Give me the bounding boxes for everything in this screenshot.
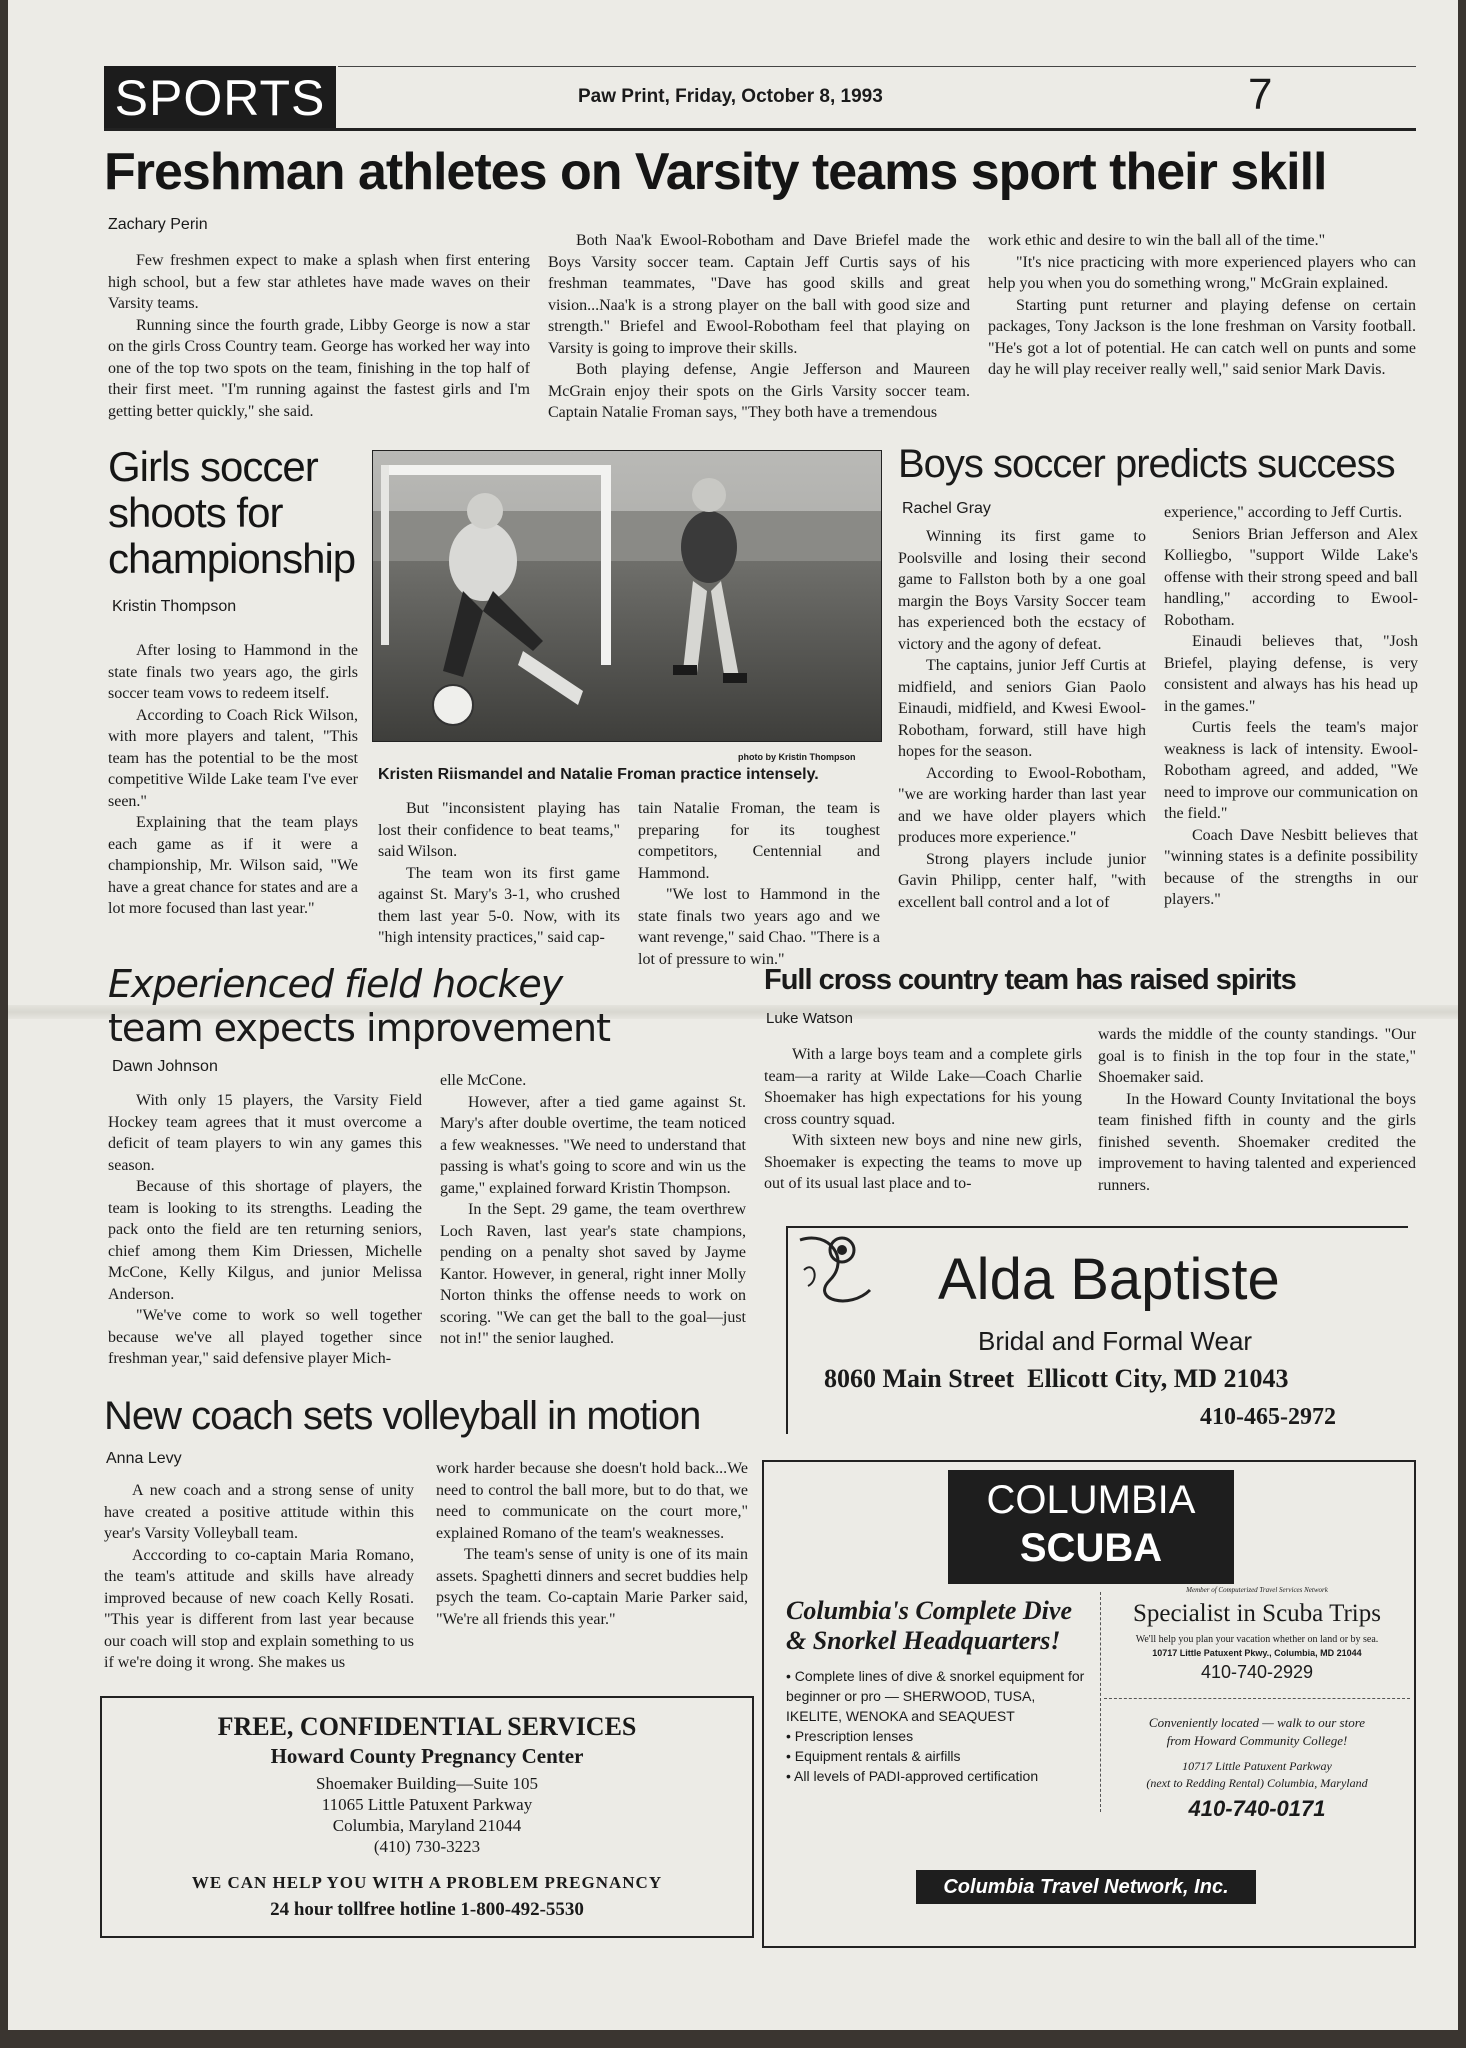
- pregnancy-center-ad: [100, 1696, 754, 1938]
- boys-soccer-col-2: experience," according to Jeff Curtis. Seniors Brian Jefferson and Alex Kolliegbo, "support Wilde Lake's offense with their strong speed and ball handling," according to Ewool-Robotham. Einaudi believes that, "Josh Briefel, playing defense, is very consistent and always has his head up in the games." Curtis feels the team's major weakness is lack of intensity. Ewool-Robotham agreed, and added, "We need to improve our communication on the field." Coach Dave Nesbitt believes that "winning states is a definite possibility because of the strengths in our players.": [1164, 504, 1418, 908]
- volleyball-byline: Anna Levy: [106, 1450, 182, 1467]
- floral-ornament-icon: [790, 1230, 880, 1320]
- cross-country-col-1: With a large boys team and a complete girls team—a rarity at Wilde Lake—Coach Charlie Shoemaker has high expectations for his young cross country squad. With sixteen new boys and nine new girls, Shoemaker is expecting the teams to move up out of its usual last place and to-: [764, 1046, 1082, 1192]
- field-hockey-byline: Dawn Johnson: [112, 1058, 218, 1075]
- scuba-dashed-rule: [1104, 1698, 1410, 1699]
- masthead-top-rule: [338, 66, 1416, 67]
- freshman-col-1: Few freshmen expect to make a splash when first entering high school, but a few star athletes have made waves on their Varsity teams. Running since the fourth grade, Libby George is now a star on the girls Cross Country team. George has worked her way into one of the top two spots on the team, finishing in the top half of their first meet. "I'm running against the fastest girls and I'm getting better quickly," she said.: [108, 252, 530, 420]
- dateline: Paw Print, Friday, October 8, 1993: [578, 86, 883, 107]
- scuba-divider: [1100, 1592, 1102, 1812]
- pregnancy-ad-line1: FREE, CONFIDENTIAL SERVICES: [217, 1712, 637, 1741]
- pregnancy-ad-hotline: 24 hour tollfree hotline 1-800-492-5530: [270, 1899, 584, 1920]
- volleyball-col-2: work harder because she doesn't hold back...We need to control the ball more, but to do that, we need to communicate on the court more," explained Romano of the team's weaknesses. The team's sense of unity is one of its main assets. Spaghetti dinners and secret buddies help psych the team. Co-captain Marie Parker said, "We're all friends this year.": [436, 1460, 748, 1628]
- masthead-rule: [104, 128, 1416, 131]
- photo-illustration: [373, 451, 881, 741]
- scuba-address: 10717 Little Patuxent Pkwy., Columbia, MD 21044: [1152, 1648, 1362, 1658]
- alda-address: 8060 Main Street Ellicott City, MD 21043: [824, 1364, 1289, 1393]
- cross-country-headline: Full cross country team has raised spirits: [764, 964, 1296, 996]
- cross-country-col-2: wards the middle of the county standings. "Our goal is to finish in the top four in the state," Shoemaker said. In the Howard County Invitational the boys team finished fifth in county and the girls finished seventh. Shoemaker credited the improvement to having talented and experienced runners.: [1098, 1026, 1416, 1194]
- scuba-help-text: We'll help you plan your vacation whether on land or by sea.: [1135, 1634, 1379, 1645]
- alda-phone: 410-465-2972: [1200, 1404, 1336, 1430]
- section-label: SPORTS: [104, 66, 336, 130]
- photo-caption: Kristen Riismandel and Natalie Froman practice intensely.: [378, 766, 819, 783]
- girls-soccer-col-2: But "inconsistent playing has lost their confidence to beat teams," said Wilson. The team won its first game against St. Mary's 3-1, who crushed them last year 5-0. Now, with its "high intensity practices," said cap-: [378, 800, 620, 946]
- girls-soccer-byline: Kristin Thompson: [112, 598, 237, 615]
- pregnancy-ad-address: Shoemaker Building—Suite 105 11065 Little Patuxent Parkway Columbia, Maryland 21044 (410) 730-3223: [316, 1774, 538, 1856]
- girls-soccer-headline: Girls soccer shoots for championship: [108, 443, 356, 582]
- page-number: 7: [1248, 70, 1273, 119]
- boys-soccer-byline: Rachel Gray: [902, 500, 991, 517]
- freshman-col-2: Both Naa'k Ewool-Robotham and Dave Briefel made the Boys Varsity soccer team. Captain Jeff Curtis says of his freshman teammates, "Dave has good skills and great vision...Naa'k is a strong player on the ball with good size and strength." Briefel and Ewool-Robotham feel that playing on Varsity is going to improve their skills. Both playing defense, Angie Jefferson and Maureen McGrain enjoy their spots on the Girls Varsity soccer team. Captain Natalie Froman says, "They both have a tremendous: [548, 232, 970, 421]
- girls-soccer-col-3: tain Natalie Froman, the team is preparing for its toughest competitors, Centennial and Hammond. "We lost to Hammond in the state finals two years ago and we want revenge," said Chao. "There is a lot of pressure to win.": [638, 800, 880, 968]
- scuba-logo: COLUMBIA SCUBA: [948, 1470, 1234, 1584]
- freshman-col-3: work ethic and desire to win the ball all of the time." "It's nice practicing with more experienced players who can help you when you do something wrong," McGrain explained. Starting punt returner and playing defense on certain packages, Tony Jackson is the lone freshman on Varsity football. "He's got a lot of potential. He can catch well on punts and some day he will play receiver really well," said senior Mark Davis.: [988, 232, 1416, 378]
- cross-country-byline: Luke Watson: [766, 1010, 853, 1027]
- soccer-practice-photo: [372, 450, 882, 742]
- scuba-travel-network: Columbia Travel Network, Inc.: [916, 1870, 1256, 1904]
- scuba-address2: 10717 Little Patuxent Parkway (next to Redding Rental) Columbia, Maryland: [1146, 1759, 1368, 1790]
- scuba-phone2: 410-740-0171: [1188, 1796, 1326, 1821]
- scuba-phone1: 410-740-2929: [1200, 1662, 1314, 1682]
- scuba-located: Conveniently located — walk to our store from Howard Community College!: [1148, 1715, 1366, 1748]
- pregnancy-ad-line2: Howard County Pregnancy Center: [270, 1744, 584, 1768]
- freshman-headline: Freshman athletes on Varsity teams sport their skill: [104, 143, 1327, 201]
- alda-name: Alda Baptiste: [938, 1247, 1280, 1312]
- scuba-slogan: Columbia's Complete Dive & Snorkel Headquarters!: [786, 1596, 1072, 1655]
- photo-credit: photo by Kristin Thompson: [738, 752, 856, 762]
- volleyball-headline: New coach sets volleyball in motion: [104, 1394, 701, 1438]
- boys-soccer-headline: Boys soccer predicts success: [898, 442, 1395, 486]
- field-hockey-col-2: elle McCone. However, after a tied game against St. Mary's after double overtime, the team noticed a few weaknesses. "We need to understand that passing is what's going to score and win us the game," explained forward Kristin Thompson. In the Sept. 29 game, the team overthrew Loch Raven, last year's state champions, pending on a penalty shot saved by Jayme Kantor. However, in general, right inner Molly Norton thinks the offense needs to work on scoring. "We can get the ball to the goal—just not in!" the senior laughed.: [440, 1072, 746, 1347]
- alda-baptiste-ad: [786, 1226, 1408, 1434]
- pregnancy-ad-help: WE CAN HELP YOU WITH A PROBLEM PREGNANCY: [191, 1873, 663, 1892]
- scuba-bullets: • Complete lines of dive & snorkel equipment for beginner or pro — SHERWOOD, TUSA, IKELITE, WENOKA and SEAQUEST • Prescription lenses • Equipment rentals & airfills • All levels of PADI-approved certification: [786, 1668, 1085, 1784]
- newspaper-page: [8, 0, 1458, 2030]
- alda-tagline: Bridal and Formal Wear: [978, 1326, 1253, 1356]
- scuba-specialist: Specialist in Scuba Trips: [1133, 1600, 1381, 1627]
- field-hockey-col-1: With only 15 players, the Varsity Field Hockey team agrees that it must overcome a deficit of team players to win any games this season. Because of this shortage of players, the team is looking to its strengths. Leading the pack onto the field are ten returning seniors, chief among them Kim Driessen, Michelle McCone, Kelly Kilgus, and junior Melissa Anderson. "We've come to work so well together because we've all played together since freshman year," said defensive player Mich-: [108, 1092, 422, 1367]
- field-hockey-headline: Experienced field hockey team expects improvement: [108, 962, 611, 1050]
- columbia-scuba-ad: [762, 1460, 1416, 1948]
- freshman-byline: Zachary Perin: [108, 216, 208, 233]
- scuba-member: Member of Computerized Travel Services Network: [1186, 1586, 1328, 1594]
- boys-soccer-col-1: Winning its first game to Poolsville and losing their second game to Fallston both by a one goal margin the Boys Varsity Soccer team has experienced both the ecstacy of victory and the agony of defeat. The captains, junior Jeff Curtis at midfield, and seniors Gian Paolo Einaudi, midfield, and Kwesi Ewool-Robotham, forward, still have high hopes for the season. According to Ewool-Robotham, "we are working harder than last year and we have older players which produces more experience." Strong players include junior Gavin Philipp, center half, "with excellent ball control and a lot of: [898, 528, 1146, 911]
- volleyball-col-1: A new coach and a strong sense of unity have created a positive attitude within this year's Varsity Volleyball team. Acccording to co-captain Maria Romano, the team's attitude and skills have already improved because of new coach Kelly Rosati. "This year is different from last year because our coach will stop and explain something to us if we're doing it wrong. She makes us: [104, 1482, 414, 1671]
- girls-soccer-col-1: After losing to Hammond in the state finals two years ago, the girls soccer team vows to redeem itself. According to Coach Rick Wilson, with more players and talent, "This team has the potential to be the most competitive Wilde Lake team I've ever seen." Explaining that the team plays each game as if it were a championship, Mr. Wilson said, "We have a great chance for states and are a lot more focused than last year.": [108, 642, 358, 917]
